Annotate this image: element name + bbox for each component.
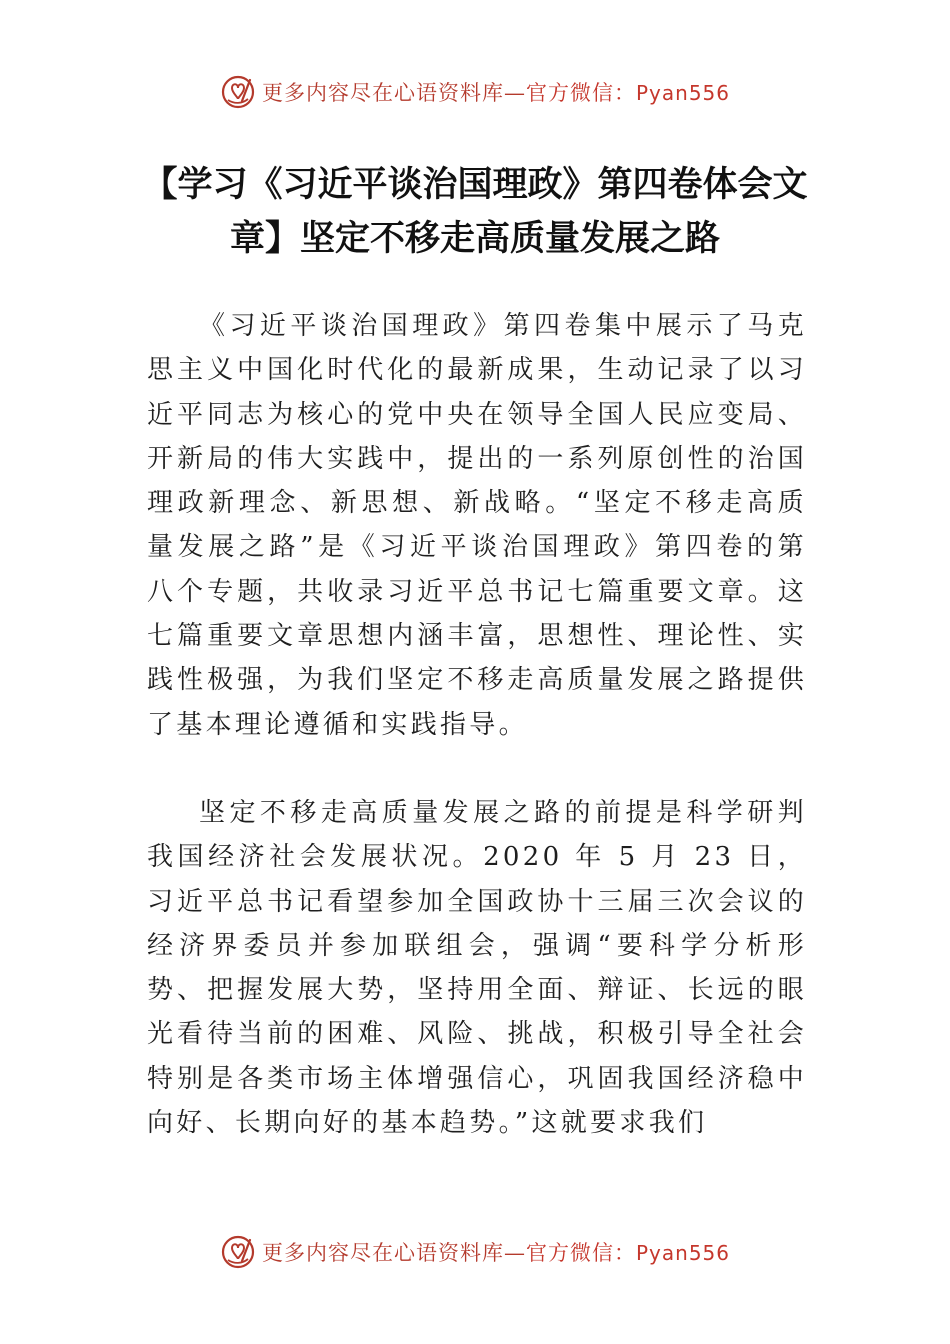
banner-brand: 更多内容尽在心语资料库 — [261, 81, 504, 105]
document-title: 【学习《习近平谈治国理政》第四卷体会文章】坚定不移走高质量发展之路 — [142, 165, 808, 259]
banner-dash: — — [503, 1241, 526, 1265]
brand-logo-icon — [220, 1234, 256, 1270]
header-banner — [0, 68, 950, 116]
banner-contact-id: Pyan556 — [635, 81, 730, 105]
banner-text — [262, 77, 730, 107]
paragraph-1: 《习近平谈治国理政》第四卷集中展示了马克思主义中国化时代化的最新成果，生动记录了以习近平同志为核心的党中央在领导全国人民应变局、开新局的伟大实践中，提出的一系列原创性的治国理政新理念、新思想、新战略。“坚定不移走高质量发展之路”是《习近平谈治国理政》第四卷的第八个专题，共收录习近平总书记七篇重要文章。这七篇重要文章思想内涵丰富，思想性、理论性、实践性极强，为我们坚定不移走高质量发展之路提供了基本理论遵循和实践指导。 — [147, 311, 807, 740]
banner-contact-label: 官方微信： — [525, 81, 636, 105]
banner-contact-label: 官方微信： — [525, 1241, 636, 1265]
brand-logo-icon — [220, 74, 256, 110]
footer-banner — [0, 1228, 950, 1276]
banner-text — [262, 1237, 730, 1267]
banner-dash: — — [503, 81, 526, 105]
paragraph-2: 坚定不移走高质量发展之路的前提是科学研判我国经济社会发展状况。2020 年 5 月 23 日，习近平总书记看望参加全国政协十三届三次会议的经济界委员并参加联组会，强调“要科学分析形势、把握发展大势，坚持用全面、辩证、长远的眼光看待当前的困难、风险、挑战，积极引导全社会特别是各类市场主体增强信心，巩固我国经济稳中向好、长期向好的基本趋势。”这就要求我们 — [147, 797, 807, 1139]
document-body — [147, 304, 807, 1145]
banner-contact-id: Pyan556 — [635, 1241, 730, 1265]
banner-brand: 更多内容尽在心语资料库 — [261, 1241, 504, 1265]
